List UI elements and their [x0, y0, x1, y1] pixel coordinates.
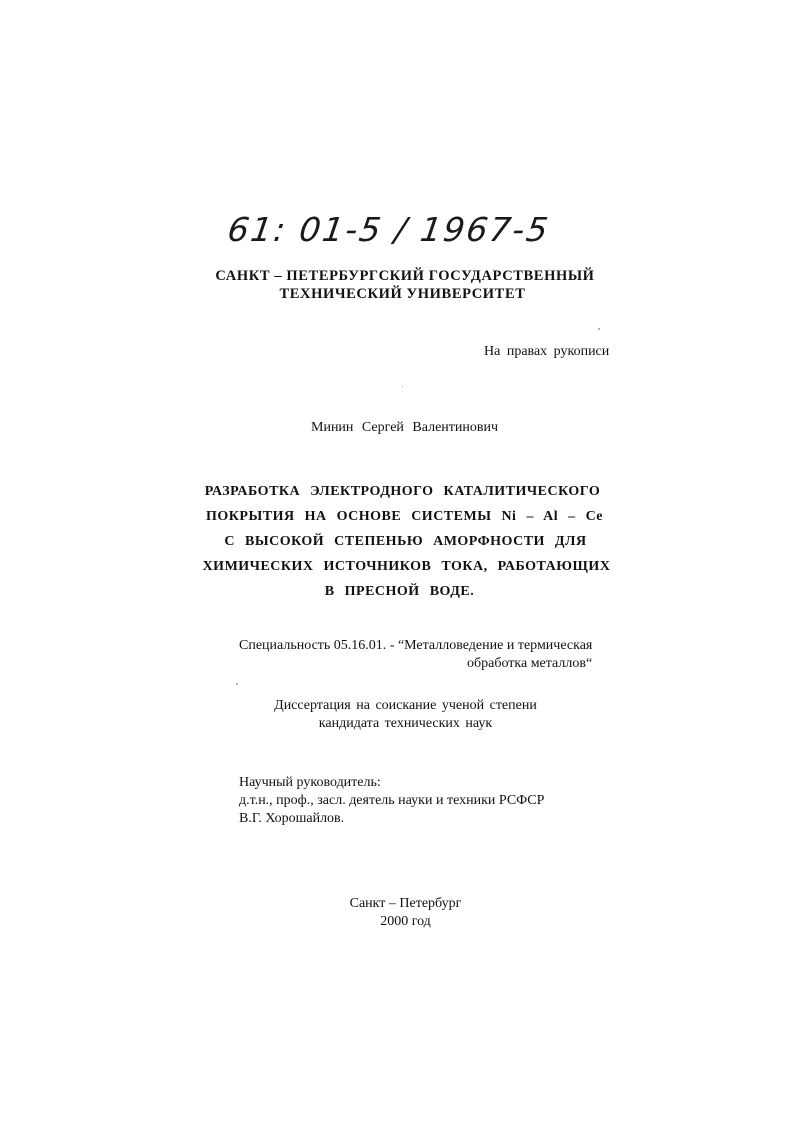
supervisor-block	[239, 774, 544, 828]
supervisor-credentials: д.т.н., проф., засл. деятель науки и техники РСФСР	[239, 793, 545, 808]
scan-speck	[598, 328, 600, 330]
title-line-3: С ВЫСОКОЙ СТЕПЕНЬЮ АМОРФНОСТИ ДЛЯ	[224, 534, 587, 549]
title-line-5: В ПРЕСНОЙ ВОДЕ.	[324, 584, 475, 599]
author-name: Минин Сергей Валентинович	[311, 420, 499, 435]
supervisor-label: Научный руководитель:	[239, 775, 381, 790]
university-name	[0, 267, 795, 303]
specialty	[239, 637, 592, 673]
scan-speck	[236, 683, 238, 685]
supervisor-name: В.Г. Хорошайлов.	[239, 811, 345, 826]
handwritten-catalog-code: 61: 01-5 / 1967-5	[225, 210, 553, 249]
scan-speck	[402, 386, 403, 387]
title-line-4: ХИМИЧЕСКИХ ИСТОЧНИКОВ ТОКА, РАБОТАЮЩИХ	[202, 559, 611, 574]
dissertation-title	[0, 479, 795, 604]
place-and-year	[0, 895, 795, 931]
title-line-1: РАЗРАБОТКА ЭЛЕКТРОДНОГО КАТАЛИТИЧЕСКОГО	[204, 484, 601, 499]
title-line-2: ПОКРЫТИЯ НА ОСНОВЕ СИСТЕМЫ Ni – Al – Ce	[206, 509, 603, 524]
degree-statement	[0, 697, 795, 733]
rights-note: На правах рукописи	[484, 344, 610, 359]
university-name-line-1: САНКТ – ПЕТЕРБУРГСКИЙ ГОСУДАРСТВЕННЫЙ	[215, 268, 595, 284]
specialty-line-1: Специальность 05.16.01. - “Металловедение и термическая	[239, 638, 593, 653]
year: 2000 год	[380, 914, 431, 929]
specialty-line-2: обработка металлов“	[467, 656, 593, 671]
city: Санкт – Петербург	[349, 896, 462, 911]
degree-line-1: Диссертация на соискание ученой степени	[274, 698, 537, 713]
university-name-line-2: ТЕХНИЧЕСКИЙ УНИВЕРСИТЕТ	[279, 286, 526, 302]
degree-line-2: кандидата технических наук	[318, 716, 493, 731]
